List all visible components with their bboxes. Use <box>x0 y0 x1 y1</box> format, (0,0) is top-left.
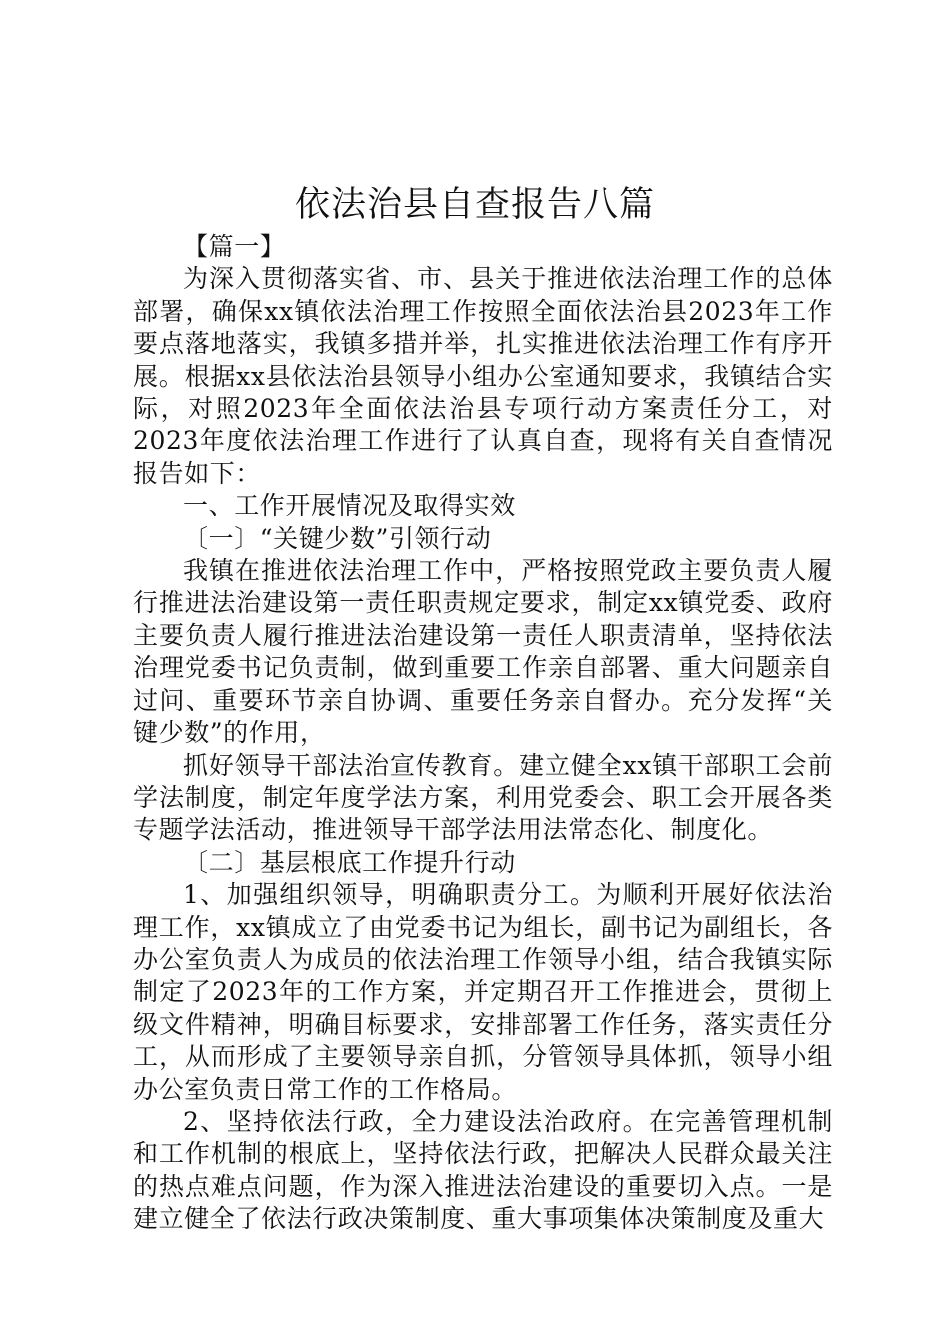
body-paragraph: 2、坚持依法行政，全力建设法治政府。在完善管理机制和工作机制的根底上，坚持依法行政，把解决人民群众最关注的热点难点问题，作为深入推进法治建设的重要切入点。一是建立健全了依法行政决策制度、重大事项集体决策制度及重大 <box>133 1106 833 1234</box>
body-paragraph: 1、加强组织领导，明确职责分工。为顺利开展好依法治理工作，xx镇成立了由党委书记为组长，副书记为副组长，各办公室负责人为成员的依法治理工作领导小组，结合我镇实际制定了2023年的工作方案，并定期召开工作推进会，贯彻上级文件精神，明确目标要求，安排部署工作任务，落实责任分工，从而形成了主要领导亲自抓，分管领导具体抓，领导小组办公室负责日常工作的工作格局。 <box>133 880 833 1104</box>
intro-paragraph: 为深入贯彻落实省、市、县关于推进依法治理工作的总体部署，确保xx镇依法治理工作按照全面依法治县2023年工作要点落地落实，我镇多措并举，扎实推进依法治理工作有序开展。根据xx县依法治县领导小组办公室通知要求，我镇结合实际，对照2023年全面依法治县专项行动方案责任分工，对2023年度依法治理工作进行了认真自查，现将有关自查情况报告如下： <box>133 264 833 488</box>
subsection-heading: 〔二〕基层根底工作提升行动 <box>183 847 516 877</box>
subsection-heading: 〔一〕“关键少数”引领行动 <box>183 523 492 553</box>
body-paragraph: 抓好领导干部法治宣传教育。建立健全xx镇干部职工会前学法制度，制定年度学法方案，利用党委会、职工会开展各类专题学法活动，推进领导干部学法用法常态化、制度化。 <box>133 750 833 845</box>
section-label: 【篇一】 <box>183 232 286 261</box>
document-title: 依法治县自查报告八篇 <box>294 185 655 225</box>
body-paragraph: 我镇在推进依法治理工作中，严格按照党政主要负责人履行推进法治建设第一责任职责规定要求，制定xx镇党委、政府主要负责人履行推进法治建设第一责任人职责清单，坚持依法治理党委书记负责制，做到重要工作亲自部署、重大问题亲自过问、重要环节亲自协调、重要任务亲自督办。充分发挥“关键少数”的作用， <box>133 556 833 748</box>
document-body <box>133 231 833 1236</box>
section-heading: 一、工作开展情况及取得实效 <box>183 491 516 521</box>
